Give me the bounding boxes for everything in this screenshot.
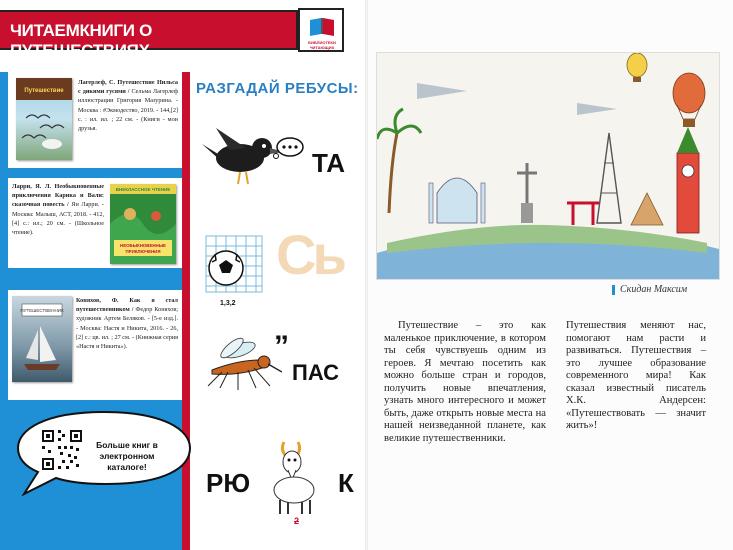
landmarks-drawing-art [377,53,719,279]
caption-accent-bar [612,285,615,295]
svg-text:ПРИКЛЮЧЕНИЯ: ПРИКЛЮЧЕНИЯ [125,249,161,254]
library-logo [298,8,344,52]
rebus4-number: 2 [294,516,300,526]
rebus3-word: ПАС [292,360,340,385]
drawing-caption: Скидан Максим [620,284,688,295]
book-description-konyukhov [76,296,178,351]
book-details-karik: Ян Ларри. - Москва: Малыш, АСТ, 2018. - 412, [4] с.: ил.; 20 см. - (Школьное чтение). [12,201,104,237]
header-title: ЧИТАЕМКНИГИ О ПУТЕШЕСТВИЯХ [10,21,153,60]
article-column-1: Путешествие – это как маленькое приключение, в котором ты себя чувствуешь одним из героев. Я мечтаю посетить как можно больше стран и городов, получить новые впечатления, узнать много интересного и может быть, даже открыть новые места на нашей неизведанной планете, как великие путешественники. [384,320,546,444]
rebus2-letters: Сь [276,223,343,286]
book-description-karik [12,182,104,237]
svg-text:Путешествие: Путешествие [24,88,64,94]
svg-text:НЕОБЫКНОВЕННЫЕ: НЕОБЫКНОВЕННЫЕ [120,243,166,248]
book-cover-karik[interactable] [110,184,176,264]
rebus1-word: ТА [312,148,346,178]
travel-drawing [376,52,720,280]
svg-text:ВНЕКЛАССНОЕ ЧТЕНИЕ: ВНЕКЛАССНОЕ ЧТЕНИЕ [115,187,171,192]
soccer-ball-net-icon [202,232,266,296]
article-column-2: Путешествия меняют нас, помогают нам расти и развиваться. Путешествия – это лучшее образование современного мира! Как сказал известный писатель Х.К. Андерсен: «Путешествовать — значит жить»! [566,320,706,431]
qr-code-icon[interactable] [40,428,84,472]
book-description-nils [78,78,178,133]
book-card-konyukhov[interactable] [8,290,182,400]
sailboat-cover-art [12,296,72,382]
book-details-nils: Сельма Лагерлеф иллюстрации Григория Мазурина. - Москва : #Экмодество, 2019. - 144,[2] с. : ил. ил. ; 22 см. - (Книги - мои друзья. [78,88,178,133]
rebus-title: РАЗГАДАЙ РЕБУСЫ: [196,80,359,97]
book-card-nils[interactable] [8,72,182,168]
catalog-prompt[interactable]: Больше книг в электронном каталоге! [96,440,158,472]
book-card-karik[interactable] [8,178,182,268]
rebus2-numbers: 1,3,2 [220,300,236,307]
header-banner [0,10,298,60]
book-details-konyukhov: Федор Коняхов; художник Артем Беляков. - [5-е изд.]. - Москва: Настя и Никита, 2016. - 26,[2] с.: цв. ил. ; 27 см. - (Книжная серия «Настя и Никита»). [76,306,178,351]
karik-cover-art [110,184,176,264]
svg-text:ПУТЕШЕСТВЕННИК: ПУТЕШЕСТВЕННИК [20,308,64,313]
book-cover-nils[interactable] [16,78,72,160]
book-author-karik: Ларри, Я. Л. Необыкновенные приключения Карика и Вали: сказочная повесть / [12,183,104,209]
rebus4-right-word: К [338,468,354,498]
page-spine [365,0,368,550]
geese-cover-art [16,78,72,160]
book-cover-konyukhov[interactable] [12,296,72,382]
book-logo-icon [308,14,336,38]
mosquito-icon [198,336,282,392]
rebus3-quote: ” [274,330,289,363]
book-author-konyukhov: Коняхов, Ф. Как я стал путешественником / [76,297,178,314]
thought-bubble-icon [272,136,304,160]
rebus4-left-word: РЮ [206,468,251,498]
book-author-nils: Лагерлеф, С. Путешествие Нильса с дикими гусями / [78,79,178,96]
goat-icon [262,436,326,520]
logo-text: БИБЛИОТЕКИ ЧИТАЮЩИХ [308,40,336,50]
